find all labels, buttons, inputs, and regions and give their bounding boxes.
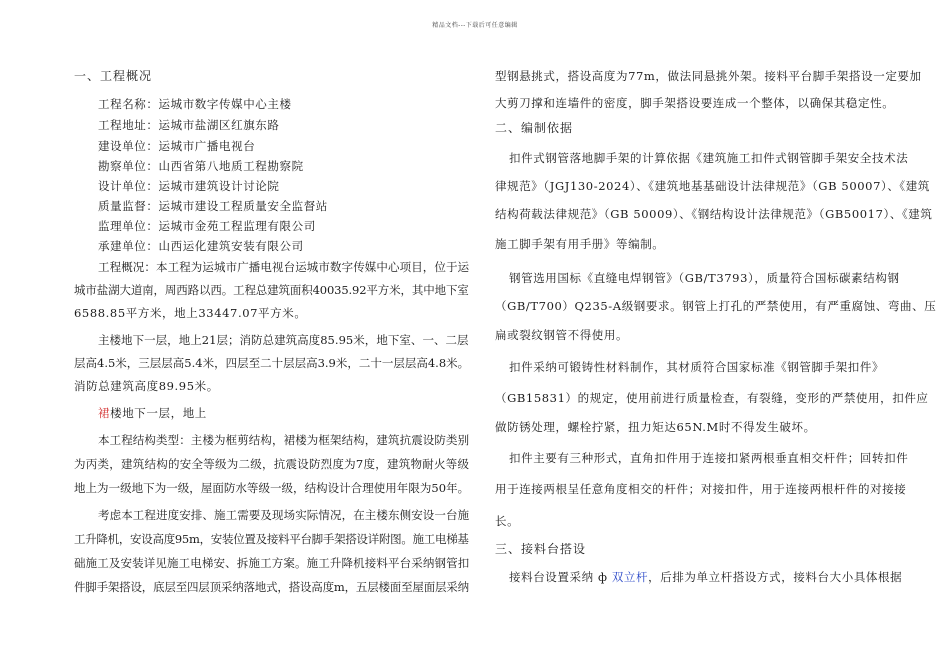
info-survey-unit: 勘察单位：山西省第八地质工程勘察院 [98, 159, 304, 173]
info-contractor: 承建单位：山西运化建筑安装有限公司 [98, 239, 304, 253]
annex-building-line [98, 406, 207, 420]
platform-line [509, 570, 902, 584]
overview-line: 6588.85平方米，地上33447.07平方米。 [74, 306, 307, 320]
fastener-line: 扣件采纳可锻铸性材料制作，其材质符合国家标准《钢管脚手架扣件》 [509, 360, 885, 374]
main-building-line: 消防总建筑高度89.95米。 [74, 379, 219, 393]
platform-highlight: 双立杆 [611, 570, 649, 584]
basis-line: 施工脚手架有用手册》等编制。 [495, 237, 665, 251]
section-title-overview: 一、工程概况 [74, 69, 153, 83]
fastener-line: （GB15831）的规定，使用前进行质量检查，有裂缝，变形的严禁使用，扣件应 [495, 391, 929, 405]
progress-line: 考虑本工程进度安排、施工需要及现场实际情况，在主楼东侧安设一台施 [98, 508, 470, 522]
page-header: 精品文档---下载后可任意编辑 [432, 22, 518, 29]
info-project-address: 工程地址：运城市盐湖区红旗东路 [98, 118, 280, 132]
fastener-types-line: 扣件主要有三种形式，直角扣件用于连接扣紧两根垂直相交杆件；回转扣件 [509, 451, 909, 465]
structure-line: 为丙类，建筑结构的安全等级为二级，抗震设防烈度为7度，建筑物耐火等级 [74, 457, 470, 471]
info-supervisor: 监理单位：运城市金苑工程监理有限公司 [98, 219, 316, 233]
overview-line: 工程概况：本工程为运城市广播电视台运城市数字传媒中心项目，位于运 [98, 260, 470, 274]
progress-line: 工升降机，安设高度95m，安装位置及接料平台脚手架搭设详附图。施工电梯基 [74, 532, 469, 546]
overview-line: 城市盐湖大道南，周西路以西。工程总建筑面积40035.92平方米，其中地下室 [74, 283, 469, 297]
basis-line: 结构荷载法律规范》（GB 50009）、《钢结构设计法律规范》（GB50017）、《建筑 [495, 207, 933, 221]
steel-pipe-line: 钢管选用国标《直缝电焊钢管》（GB/T3793），质量符合国标碳素结构钢 [509, 271, 900, 285]
basis-line: 律规范》（JGJ130-2024）、《建筑地基基础设计法律规范》（GB 50007）、《建筑 [495, 179, 930, 193]
main-building-line: 主楼地下一层，地上21层；消防总建筑高度85.95米，地下室、一、二层 [98, 333, 469, 347]
fastener-line: 做防锈处理，螺栓拧紧，扭力矩达65N.M时不得发生破坏。 [495, 420, 816, 434]
basis-line: 扣件式钢管落地脚手架的计算依据《建筑施工扣件式钢管脚手架安全技术法 [509, 151, 909, 165]
info-design-unit: 设计单位：运城市建筑设计讨论院 [98, 179, 280, 193]
platform-text-pre: 接料台设置采纳 ф [509, 570, 612, 584]
annex-highlight: 裙 [98, 406, 111, 420]
main-building-line: 层高4.5米，三层层高5.4米，四层至二十层层高3.9米，二十一层层高4.8米。 [74, 356, 470, 370]
structure-line: 本工程结构类型：主楼为框剪结构，裙楼为框架结构，建筑抗震设防类别 [98, 433, 470, 447]
steel-pipe-line: （GB/T700）Q235-A级钢要求。钢管上打孔的严禁使用，有严重腐蚀、弯曲、压 [495, 299, 937, 313]
info-client: 建设单位：运城市广播电视台 [98, 139, 256, 153]
continuation-line: 大剪刀撑和连墙件的密度，脚手架搭设要连成一个整体，以确保其稳定性。 [495, 96, 895, 110]
fastener-types-line: 用于连接两根呈任意角度相交的杆件；对接扣件，用于连接两根杆件的对接接 [495, 482, 907, 496]
annex-text: 楼地下一层，地上 [110, 406, 207, 420]
info-project-name: 工程名称：运城市数字传媒中心主楼 [98, 97, 292, 111]
fastener-types-line: 长。 [495, 514, 520, 528]
structure-line: 地上为一级地下为一级，屋面防水等级一级，结构设计合理使用年限为50年。 [74, 481, 470, 495]
section-title-basis: 二、编制依据 [495, 121, 574, 135]
progress-line: 件脚手架搭设，底层至四层顶采纳落地式，搭设高度m，五层楼面至屋面层采纳 [74, 580, 469, 594]
info-quality-supervision: 质量监督：运城市建设工程质量安全监督站 [98, 199, 328, 213]
continuation-line: 型钢悬挑式，搭设高度为77m，做法同悬挑外架。接料平台脚手架搭设一定要加 [495, 69, 922, 83]
steel-pipe-line: 扁或裂纹钢管不得使用。 [495, 328, 629, 342]
progress-line: 础施工及安装详见施工电梯安、拆施工方案。施工升降机接料平台采纳钢管扣 [74, 556, 470, 570]
section-title-platform: 三、接料台搭设 [495, 542, 587, 556]
platform-text-post: ，后排为单立杆搭设方式，接料台大小具体根据 [648, 570, 903, 584]
